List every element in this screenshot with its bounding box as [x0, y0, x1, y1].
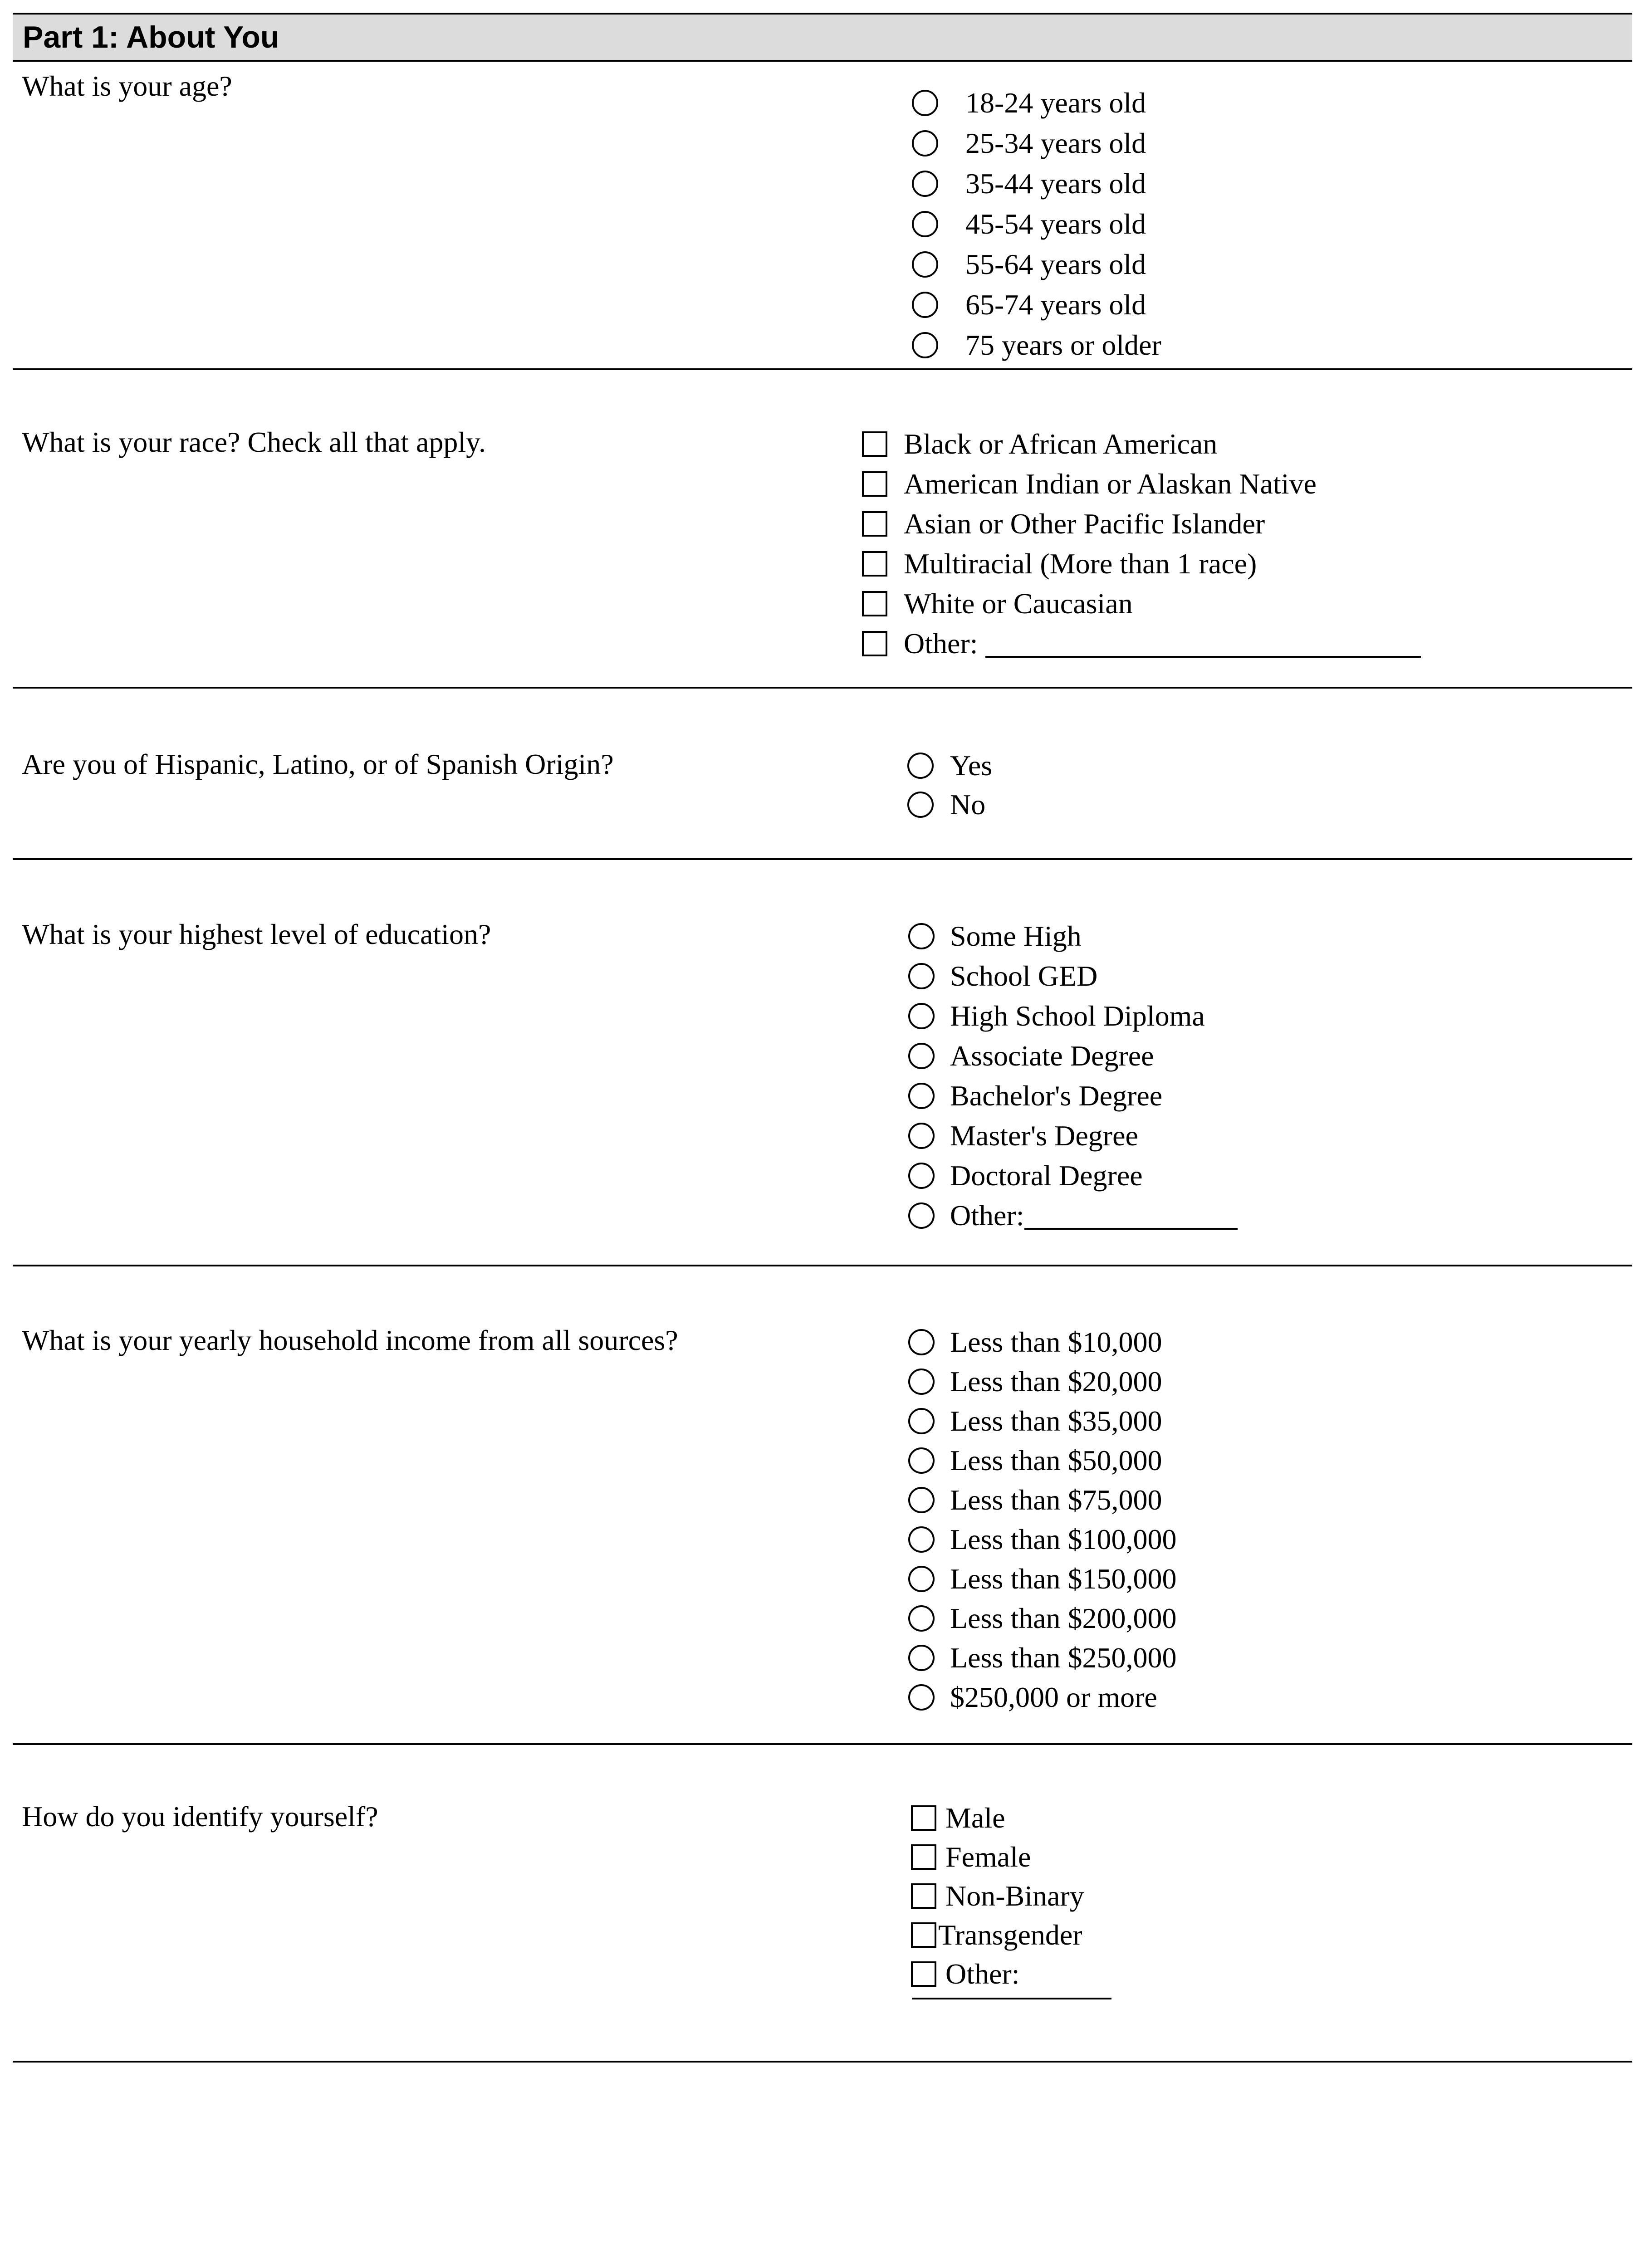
age-option[interactable]: 45-54 years old: [912, 204, 1161, 244]
identity-option[interactable]: Male: [911, 1799, 1084, 1838]
race-option[interactable]: Black or African American: [862, 424, 1421, 464]
age-option[interactable]: 55-64 years old: [912, 244, 1161, 284]
age-option[interactable]: 18-24 years old: [912, 83, 1161, 123]
checkbox[interactable]: [862, 471, 887, 497]
checkbox[interactable]: [911, 1922, 936, 1948]
checkbox[interactable]: [862, 631, 887, 656]
age-option[interactable]: 25-34 years old: [912, 123, 1161, 163]
radio-button[interactable]: [908, 1447, 935, 1474]
identity-other-text-line[interactable]: [912, 1996, 1111, 1999]
income-option[interactable]: Less than $10,000: [908, 1322, 1177, 1362]
radio-button[interactable]: [908, 1645, 935, 1671]
radio-button[interactable]: [908, 923, 935, 949]
hispanic-question: Are you of Hispanic, Latino, or of Spanish Origin?: [22, 748, 614, 780]
radio-button[interactable]: [908, 1566, 935, 1592]
race-option[interactable]: American Indian or Alaskan Native: [862, 464, 1421, 504]
divider: [13, 858, 1632, 860]
income-option[interactable]: Less than $150,000: [908, 1559, 1177, 1598]
education-option[interactable]: Associate Degree: [908, 1036, 1238, 1076]
divider: [13, 687, 1632, 689]
section-header: [13, 13, 1632, 62]
radio-button[interactable]: [908, 1043, 935, 1069]
radio-button[interactable]: [908, 1083, 935, 1109]
age-option[interactable]: 65-74 years old: [912, 284, 1161, 325]
radio-button[interactable]: [908, 1408, 935, 1434]
education-option[interactable]: Doctoral Degree: [908, 1156, 1238, 1196]
radio-button[interactable]: [908, 1003, 935, 1029]
identity-other-option[interactable]: Other:: [911, 1955, 1084, 1994]
identity-option[interactable]: Transgender: [911, 1916, 1084, 1955]
section-title: Part 1: About You: [23, 20, 279, 54]
checkbox[interactable]: [862, 511, 887, 537]
radio-button[interactable]: [908, 1202, 935, 1229]
education-option[interactable]: Bachelor's Degree: [908, 1076, 1238, 1116]
radio-button[interactable]: [912, 171, 938, 197]
divider: [13, 1265, 1632, 1266]
income-option[interactable]: Less than $75,000: [908, 1480, 1177, 1520]
radio-button[interactable]: [907, 753, 934, 779]
race-other-option[interactable]: Other:: [862, 624, 1421, 664]
checkbox[interactable]: [911, 1844, 936, 1870]
radio-button[interactable]: [908, 1684, 935, 1711]
race-question: What is your race? Check all that apply.: [22, 426, 486, 458]
checkbox[interactable]: [911, 1805, 936, 1831]
age-question: What is your age?: [22, 70, 232, 102]
radio-button[interactable]: [908, 1369, 935, 1395]
hispanic-option[interactable]: Yes: [907, 746, 992, 785]
radio-button[interactable]: [912, 251, 938, 278]
radio-button[interactable]: [908, 1329, 935, 1355]
radio-button[interactable]: [908, 1605, 935, 1632]
income-option[interactable]: Less than $250,000: [908, 1638, 1177, 1677]
other-text-line[interactable]: [985, 630, 1421, 658]
income-option[interactable]: Less than $20,000: [908, 1362, 1177, 1401]
radio-button[interactable]: [908, 1163, 935, 1189]
education-question: What is your highest level of education?: [22, 918, 491, 950]
identity-option[interactable]: Female: [911, 1838, 1084, 1877]
radio-button[interactable]: [907, 792, 934, 818]
other-text-line[interactable]: [1024, 1202, 1238, 1230]
radio-button[interactable]: [912, 292, 938, 318]
radio-button[interactable]: [908, 963, 935, 989]
income-option[interactable]: Less than $100,000: [908, 1520, 1177, 1559]
radio-button[interactable]: [912, 332, 938, 358]
education-option[interactable]: School GED: [908, 956, 1238, 996]
radio-button[interactable]: [908, 1487, 935, 1513]
education-options: [908, 916, 1238, 1236]
age-option[interactable]: 35-44 years old: [912, 163, 1161, 204]
radio-button[interactable]: [912, 90, 938, 116]
checkbox[interactable]: [862, 551, 887, 577]
radio-button[interactable]: [908, 1526, 935, 1553]
identity-option[interactable]: Non-Binary: [911, 1877, 1084, 1916]
checkbox[interactable]: [862, 431, 887, 457]
radio-button[interactable]: [912, 130, 938, 156]
income-options: [908, 1322, 1177, 1717]
checkbox[interactable]: [862, 591, 887, 616]
education-other-option[interactable]: Other:: [908, 1196, 1238, 1236]
age-options: [912, 83, 1161, 365]
education-option[interactable]: High School Diploma: [908, 996, 1238, 1036]
race-option[interactable]: White or Caucasian: [862, 584, 1421, 624]
identity-options: [911, 1799, 1084, 1994]
hispanic-options: [907, 746, 992, 824]
identity-question: How do you identify yourself?: [22, 1800, 378, 1833]
education-option[interactable]: Master's Degree: [908, 1116, 1238, 1156]
divider: [13, 368, 1632, 370]
radio-button[interactable]: [908, 1123, 935, 1149]
income-option[interactable]: Less than $200,000: [908, 1598, 1177, 1638]
hispanic-option[interactable]: No: [907, 785, 992, 824]
income-option[interactable]: Less than $50,000: [908, 1441, 1177, 1480]
divider: [13, 2061, 1632, 2063]
divider: [13, 1743, 1632, 1745]
income-option[interactable]: $250,000 or more: [908, 1677, 1177, 1717]
checkbox[interactable]: [911, 1883, 936, 1909]
age-option[interactable]: 75 years or older: [912, 325, 1161, 365]
race-option[interactable]: Multiracial (More than 1 race): [862, 544, 1421, 584]
race-option[interactable]: Asian or Other Pacific Islander: [862, 504, 1421, 544]
education-option[interactable]: Some High: [908, 916, 1238, 956]
race-options: [862, 424, 1421, 664]
income-option[interactable]: Less than $35,000: [908, 1401, 1177, 1441]
income-question: What is your yearly household income from all sources?: [22, 1324, 678, 1356]
checkbox[interactable]: [911, 1961, 936, 1987]
radio-button[interactable]: [912, 211, 938, 237]
